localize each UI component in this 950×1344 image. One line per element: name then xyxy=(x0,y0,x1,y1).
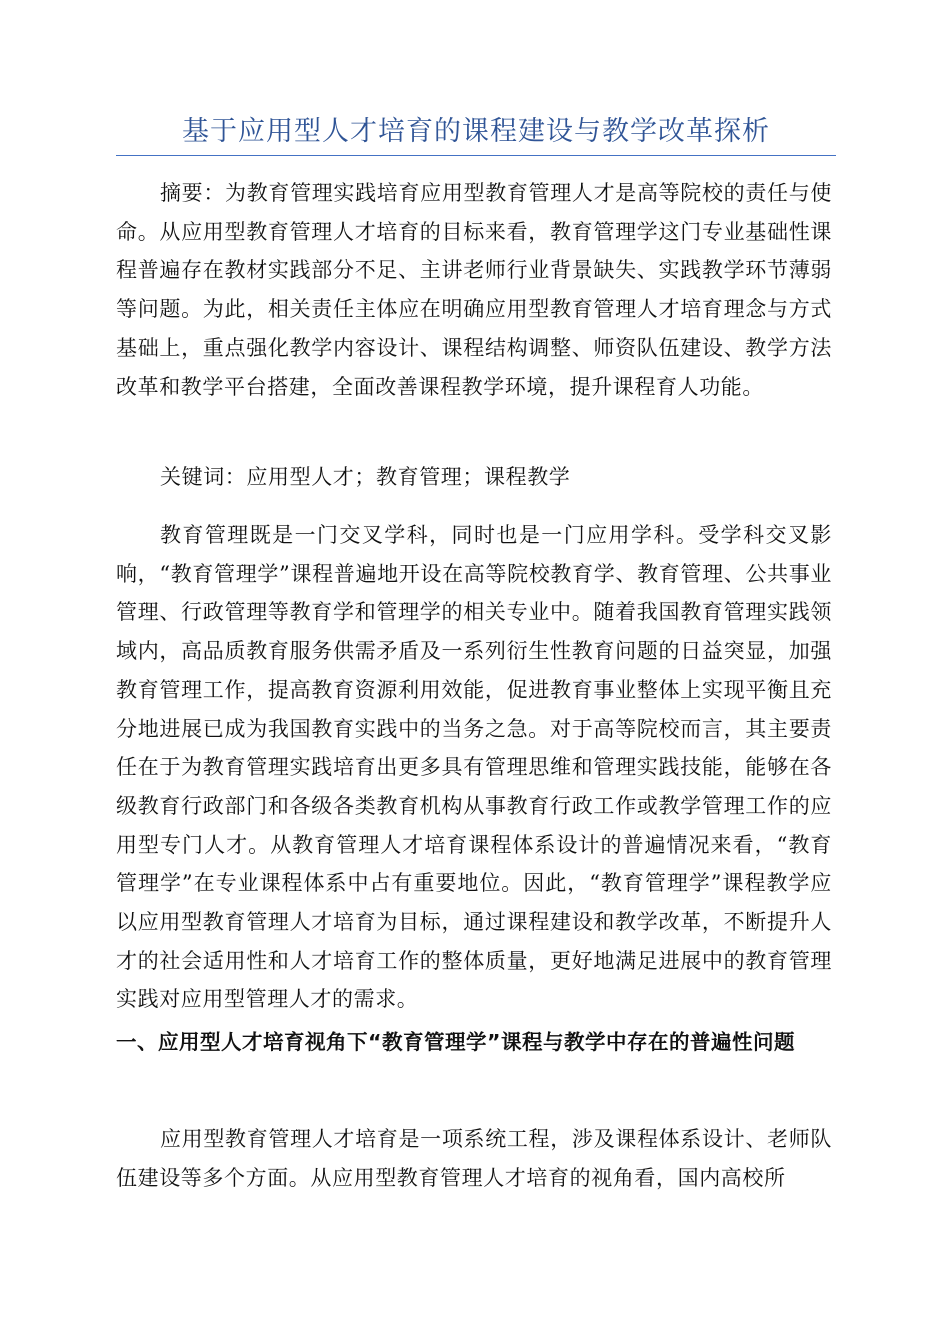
title-underline-divider xyxy=(116,155,836,156)
section-1-heading: 一、应用型人才培育视角下“教育管理学”课程与教学中存在的普遍性问题 xyxy=(116,1030,795,1054)
keywords-paragraph: 关键词：应用型人才；教育管理；课程教学 xyxy=(160,465,571,489)
document-title: 基于应用型人才培育的课程建设与教学改革探析 xyxy=(182,116,770,147)
section-1-paragraph: 应用型教育管理人才培育是一项系统工程，涉及课程体系设计、老师队伍建设等多个方面。从应用型教育管理人才培育的视角看，国内高校所 xyxy=(116,1127,832,1190)
introduction-paragraph: 教育管理既是一门交叉学科，同时也是一门应用学科。受学科交叉影响，“教育管理学”课程普遍地开设在高等院校教育学、教育管理、公共事业管理、行政管理等教育学和管理学的相关专业中。随着我国教育管理实践领域内，高品质教育服务供需矛盾及一系列衍生性教育问题的日益突显，加强教育管理工作，提高教育资源利用效能，促进教育事业整体上实现平衡且充分地进展已成为我国教育实践中的当务之急。对于高等院校而言，其主要责任在于为教育管理实践培育出更多具有管理思维和管理实践技能，能够在各级教育行政部门和各级各类教育机构从事教育行政工作或教学管理工作的应用型专门人才。从教育管理人才培育课程体系设计的普遍情况来看，“教育管理学”在专业课程体系中占有重要地位。因此，“教育管理学”课程教学应以应用型教育管理人才培育为目标，通过课程建设和教学改革，不断提升人才的社会适用性和人才培育工作的整体质量，更好地满足进展中的教育管理实践对应用型管理人才的需求。 xyxy=(116,523,832,1012)
abstract-paragraph: 摘要：为教育管理实践培育应用型教育管理人才是高等院校的责任与使命。从应用型教育管理人才培育的目标来看，教育管理学这门专业基础性课程普遍存在教材实践部分不足、主讲老师行业背景缺失、实践教学环节薄弱等问题。为此，相关责任主体应在明确应用型教育管理人才培育理念与方式基础上，重点强化教学内容设计、课程结构调整、师资队伍建设、教学方法改革和教学平台搭建，全面改善课程教学环境，提升课程育人功能。 xyxy=(116,181,832,399)
